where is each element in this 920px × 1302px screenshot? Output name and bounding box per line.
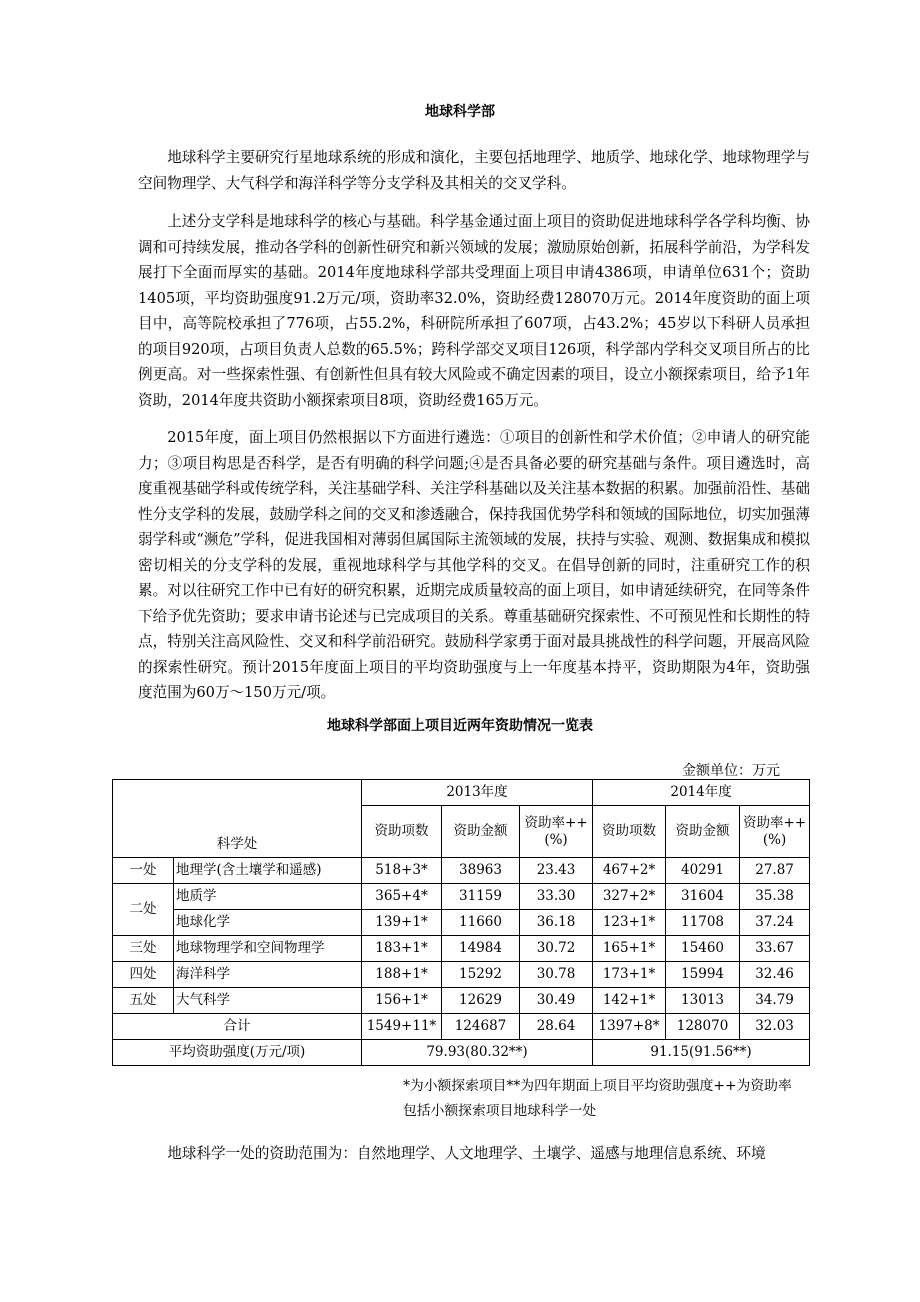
average-row: [113, 1040, 810, 1066]
header-count-2013: 资助项数: [362, 806, 442, 858]
table-row: [113, 884, 810, 910]
rate-2014-cell: 32.46: [740, 962, 810, 988]
header-year-2013: 2013年度: [362, 780, 593, 806]
office-cell: 四处: [113, 962, 174, 988]
count-2013-cell: 156+1*: [362, 988, 442, 1014]
amount-2014-cell: 13013: [666, 988, 740, 1014]
count-2014-cell: 123+1*: [593, 910, 666, 936]
rate-2013-cell: 30.78: [520, 962, 593, 988]
rate-2013-cell: 30.49: [520, 988, 593, 1014]
table-title: 地球科学部面上项目近两年资助情况一览表: [327, 718, 593, 734]
subject-cell: 地质学: [174, 884, 362, 910]
amount-2014-cell: 15460: [666, 936, 740, 962]
header-rate-2014: 资助率++ (%): [740, 806, 810, 858]
total-count-2013: 1549+11*: [362, 1014, 442, 1040]
rate-2013-cell: 23.43: [520, 858, 593, 884]
count-2013-cell: 518+3*: [362, 858, 442, 884]
header-rate-2013: 资助率++ (%): [520, 806, 593, 858]
amount-unit-note: 金额单位：万元: [682, 763, 780, 779]
table-footnote: *为小额探索项目**为四年期面上项目平均资助强度++为资助率包括小额探索项目地球科学一处: [403, 1078, 792, 1119]
table-row: [113, 936, 810, 962]
rate-2013-cell: 30.72: [520, 936, 593, 962]
count-2014-cell: 165+1*: [593, 936, 666, 962]
rate-2014-cell: 37.24: [740, 910, 810, 936]
header-count-2014: 资助项数: [593, 806, 666, 858]
rate-2013-cell: 36.18: [520, 910, 593, 936]
count-2013-cell: 188+1*: [362, 962, 442, 988]
intro-paragraph: 地球科学主要研究行星地球系统的形成和演化，主要包括地理学、地质学、地球化学、地球物理学与空间物理学、大气科学和海洋科学等分支学科及其相关的交叉学科。: [138, 149, 810, 192]
count-2013-cell: 183+1*: [362, 936, 442, 962]
header-amount-2013: 资助金额: [442, 806, 520, 858]
rate-2013-cell: 33.30: [520, 884, 593, 910]
amount-2013-cell: 12629: [442, 988, 520, 1014]
count-2014-cell: 142+1*: [593, 988, 666, 1014]
subject-cell: 地理学(含土壤学和遥感): [174, 858, 362, 884]
total-row: [113, 1014, 810, 1040]
amount-2014-cell: 40291: [666, 858, 740, 884]
office-cell: 二处: [113, 884, 174, 936]
total-rate-2014: 32.03: [740, 1014, 810, 1040]
table-row: [113, 858, 810, 884]
rate-2014-cell: 35.38: [740, 884, 810, 910]
count-2013-cell: 139+1*: [362, 910, 442, 936]
subject-cell: 大气科学: [174, 988, 362, 1014]
amount-2013-cell: 38963: [442, 858, 520, 884]
amount-2014-cell: 11708: [666, 910, 740, 936]
average-2013: 79.93(80.32**): [362, 1040, 593, 1066]
table-row: [113, 988, 810, 1014]
funding-table: [112, 779, 810, 1066]
table-row: [113, 962, 810, 988]
average-label: 平均资助强度(万元/项): [113, 1040, 362, 1066]
count-2013-cell: 365+4*: [362, 884, 442, 910]
table-row: [113, 910, 810, 936]
office-cell: 三处: [113, 936, 174, 962]
header-dept: 科学处: [113, 780, 362, 858]
count-2014-cell: 173+1*: [593, 962, 666, 988]
office-one-scope-paragraph: 地球科学一处的资助范围为：自然地理学、人文地理学、土壤学、遥感与地理信息系统、环境: [167, 1145, 766, 1162]
total-count-2014: 1397+8*: [593, 1014, 666, 1040]
subject-cell: 海洋科学: [174, 962, 362, 988]
page-title: 地球科学部: [425, 104, 495, 120]
office-cell: 五处: [113, 988, 174, 1014]
total-label: 合计: [113, 1014, 362, 1040]
rate-2014-cell: 34.79: [740, 988, 810, 1014]
selection-criteria-paragraph: 2015年度，面上项目仍然根据以下方面进行遴选：①项目的创新性和学术价值；②申请人的研究能力；③项目构思是否科学，是否有明确的科学问题;④是否具备必要的研究基础与条件。项目遴选时，高度重视基础学科或传统学科，关注基础学科、关注学科基础以及关注基本数据的积累。加强前沿性、基础性分支学科的发展，鼓励学科之间的交叉和渗透融合，保持我国优势学科和领域的国际地位，切实加强薄弱学科或“濒危”学科，促进我国相对薄弱但属国际主流领域的发展，扶持与实验、观测、数据集成和模拟密切相关的分支学科的发展，重视地球科学与其他学科的交叉。在倡导创新的同时，注重研究工作的积累。对以往研究工作中已有好的研究积累，近期完成质量较高的面上项目，如申请延续研究，在同等条件下给予优先资助；要求申请书论述与已完成项目的关系。尊重基础研究探索性、不可预见性和长期性的特点，特别关注高风险性、交叉和科学前沿研究。鼓励科学家勇于面对最具挑战性的科学问题，开展高风险的探索性研究。预计2015年度面上项目的平均资助强度与上一年度基本持平，资助期限为4年，资助强度范围为60万～150万元/项。: [138, 429, 810, 701]
subject-cell: 地球化学: [174, 910, 362, 936]
funding-overview-paragraph: 上述分支学科是地球科学的核心与基础。科学基金通过面上项目的资助促进地球科学各学科均衡、协调和可持续发展，推动各学科的创新性研究和新兴领域的发展；激励原始创新，拓展科学前沿，为学科发展打下全面而厚实的基础。2014年度地球科学部共受理面上项目申请4386项，申请单位631个；资助1405项，平均资助强度91.2万元/项，资助率32.0%，资助经费128070万元。2014年度资助的面上项目中，高等院校承担了776项，占55.2%，科研院所承担了607项，占43.2%；45岁以下科研人员承担的项目920项，占项目负责人总数的65.5%；跨科学部交叉项目126项，科学部内学科交叉项目所占的比例更高。对一些探索性强、有创新性但具有较大风险或不确定因素的项目，设立小额探索项目，给予1年资助，2014年度共资助小额探索项目8项，资助经费165万元。: [138, 213, 810, 409]
rate-2014-cell: 27.87: [740, 858, 810, 884]
amount-2014-cell: 31604: [666, 884, 740, 910]
amount-2013-cell: 14984: [442, 936, 520, 962]
total-amount-2013: 124687: [442, 1014, 520, 1040]
amount-2013-cell: 11660: [442, 910, 520, 936]
header-year-2014: 2014年度: [593, 780, 810, 806]
rate-2014-cell: 33.67: [740, 936, 810, 962]
average-2014: 91.15(91.56**): [593, 1040, 810, 1066]
amount-2014-cell: 15994: [666, 962, 740, 988]
count-2014-cell: 467+2*: [593, 858, 666, 884]
amount-2013-cell: 31159: [442, 884, 520, 910]
total-rate-2013: 28.64: [520, 1014, 593, 1040]
amount-2013-cell: 15292: [442, 962, 520, 988]
header-amount-2014: 资助金额: [666, 806, 740, 858]
office-cell: 一处: [113, 858, 174, 884]
subject-cell: 地球物理学和空间物理学: [174, 936, 362, 962]
count-2014-cell: 327+2*: [593, 884, 666, 910]
total-amount-2014: 128070: [666, 1014, 740, 1040]
